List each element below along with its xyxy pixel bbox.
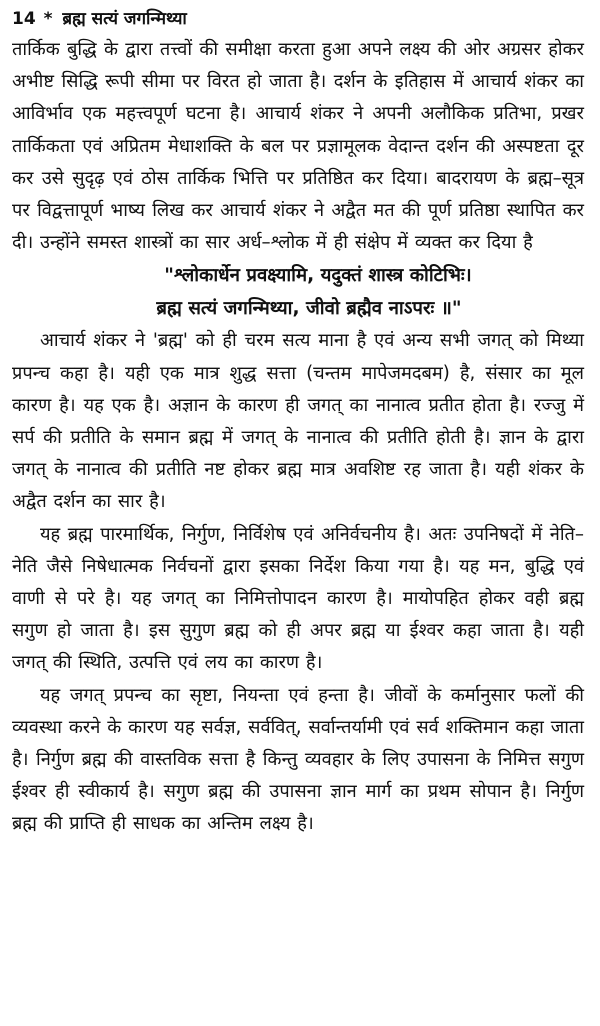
- running-header: [12, 6, 584, 32]
- paragraph-1: तार्किक बुद्धि के द्वारा तत्त्वों की समीक्षा करता हुआ अपने लक्ष्य की ओर अग्रसर होकर अभीष्ट सिद्धि रूपी सीमा पर विरत हो जाता है। दर्शन के इतिहास में आचार्य शंकर का आविर्भाव एक महत्त्वपूर्ण घटना है। आचार्य शंकर ने अपनी अलौकिक प्रतिभा, प्रखर तार्किकता एवं अप्रितम मेधाशक्ति के बल पर प्रज्ञामूलक वेदान्त दर्शन की अस्पष्टता दूर कर उसे सुदृढ़ एवं ठोस तार्किक भित्ति पर प्रतिष्ठित कर दिया। बादरायण के ब्रह्म–सूत्र पर विद्वत्तापूर्ण भाष्य लिख कर आचार्य शंकर ने अद्वैत मत की पूर्ण प्रतिष्ठा स्थापित कर दी। उन्होंने समस्त शास्त्रों का सार अर्ध–श्लोक में ही संक्षेप में व्यक्त कर दिया है: [12, 39, 584, 254]
- star-ornament: *: [43, 9, 53, 29]
- running-title: ब्रह्म सत्यं जगन्मिथ्या: [62, 9, 187, 29]
- page-number: 14: [12, 9, 36, 29]
- verse-line-2: ब्रह्म सत्यं जगन्मिथ्या, जीवो ब्रह्मैव नाऽपरः ॥": [156, 298, 462, 320]
- paragraph-3: यह ब्रह्म पारमार्थिक, निर्गुण, निर्विशेष एवं अनिर्वचनीय है। अतः उपनिषदों में नेति–नेति जैसे निषेधात्मक निर्वचनों द्वारा इसका निर्देश किया गया है। यह मन, बुद्धि एवं वाणी से परे है। यह जगत् का निमित्तोपादन कारण है। मायोपहित होकर वही ब्रह्म सगुण हो जाता है। इस सुगुण ब्रह्म को ही अपर ब्रह्म या ईश्वर कहा जाता है। यही जगत् की स्थिति, उत्पत्ति एवं लय का कारण है।: [12, 523, 584, 674]
- paragraph-2: आचार्य शंकर ने 'ब्रह्म' को ही चरम सत्य माना है एवं अन्य सभी जगत् को मिथ्या प्रपन्च कहा है। यही एक मात्र शुद्ध सत्ता (चन्तम मापेजमदबम) है, संसार का मूल कारण है। यह एक है। अज्ञान के कारण ही जगत् का नानात्व प्रतीत होता है। रज्जु में सर्प की प्रतीति के समान ब्रह्म में जगत् के नानात्व की प्रतीति होती है। ज्ञान के द्वारा जगत् के नानात्व की प्रतीति नष्ट होकर ब्रह्म मात्र अवशिष्ट रह जाता है। यही शंकर के अद्वैत दर्शन का सार है।: [12, 330, 584, 513]
- paragraph-4: यह जगत् प्रपन्च का सृष्टा, नियन्ता एवं हन्ता है। जीवों के कर्मानुसार फलों की व्यवस्था करने के कारण यह सर्वज्ञ, सर्ववित्, सर्वान्तर्यामी एवं सर्व शक्तिमान कहा जाता है। निर्गुण ब्रह्म की वास्तविक सत्ता है किन्तु व्यवहार के लिए उपासना के निमित्त सगुण ईश्वर ही स्वीकार्य है। सगुण ब्रह्म की उपासना ज्ञान मार्ग का प्रथम सोपान है। निर्गुण ब्रह्म की प्राप्ति ही साधक का अन्तिम लक्ष्य है।: [12, 684, 584, 835]
- verse-line-1: "श्लोकार्धेन प्रवक्ष्यामि, यदुक्तं शास्त्र कोटिभिः।: [164, 265, 472, 287]
